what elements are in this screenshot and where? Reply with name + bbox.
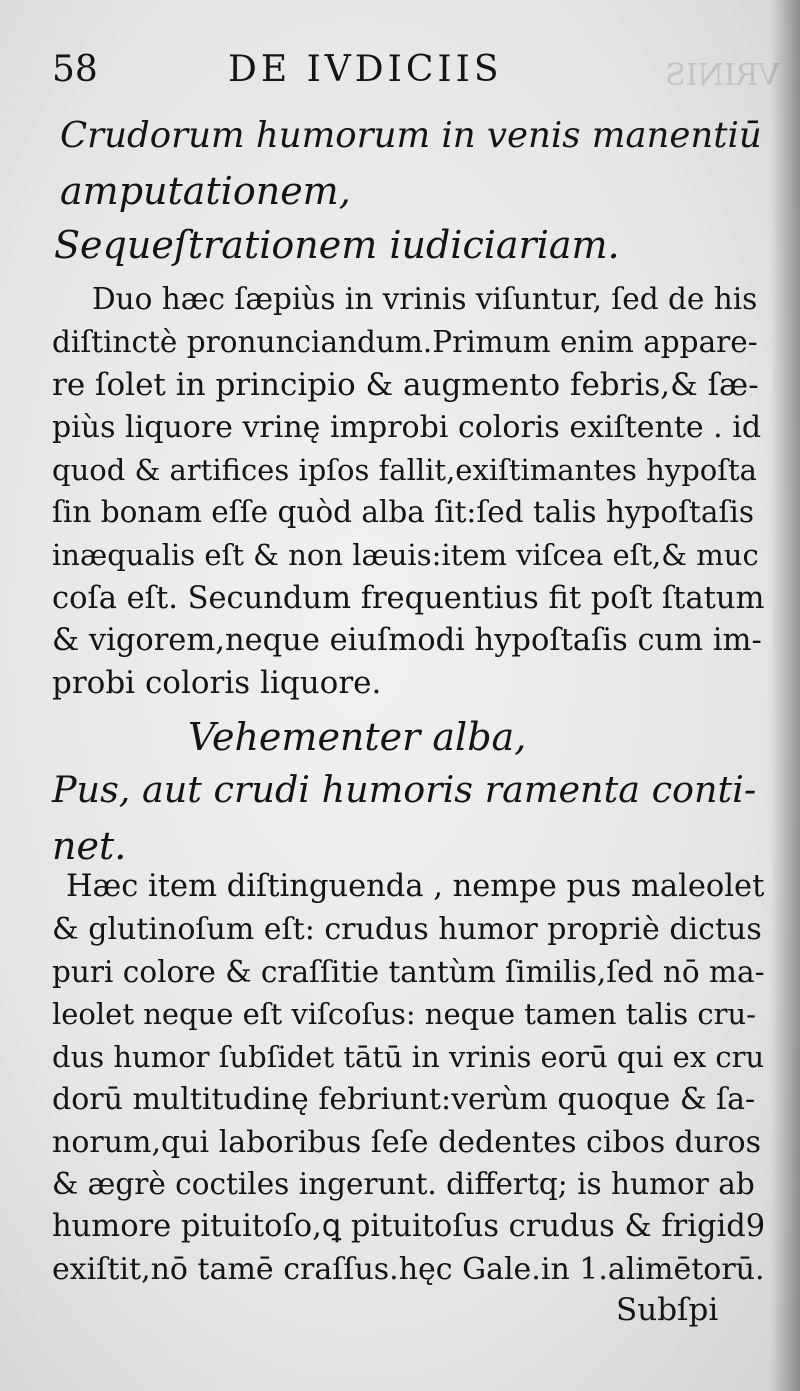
running-title: DE IVDICIIS: [228, 49, 503, 90]
body-text-line: exiſtit,nō tamē craſſus.hęc Gale.in 1.alimētorū.: [52, 1252, 765, 1287]
section-heading-line: Crudorum humorum in venis manentiū: [60, 115, 762, 156]
section-heading-line: Vehementer alba,: [188, 715, 527, 759]
body-text-line: coſa eſt. Secundum frequentius fit poſt ſtatum: [52, 581, 765, 616]
section-heading-line: amputationem,: [60, 169, 351, 213]
body-text-line: & ægrè coctiles ingerunt. differtq; is humor ab: [52, 1167, 755, 1201]
body-text-line: re ſolet in principio & augmento febris,& ſæ-: [52, 367, 759, 403]
page-edge-shadow: [770, 0, 800, 1391]
body-text-line: dus humor ſubſidet tātū in vrinis eorū qui ex cru: [52, 1040, 765, 1074]
body-text-line: inæqualis eſt & non læuis:item viſcea eſt,& muc: [52, 538, 759, 572]
body-text-line: & vigorem,neque eiuſmodi hypoſtaſis cum im-: [52, 623, 762, 658]
section-heading-line: Pus, aut crudi humoris ramenta conti-: [52, 768, 757, 811]
section-heading-line: Sequeſtrationem iudiciariam.: [54, 223, 620, 267]
body-text-line: piùs liquore vrinę improbi coloris exiſtente . id: [52, 410, 762, 445]
page-number: 58: [52, 49, 98, 90]
body-text-line: quod & artifices ipſos fallit,exiſtimantes hypoſta: [52, 453, 757, 487]
body-text-line: puri colore & craſſitie tantùm ſimilis,ſed nō ma-: [52, 955, 765, 989]
body-text-line: leolet neque eſt viſcoſus: neque tamen talis cru-: [52, 997, 756, 1031]
body-text-line: dorū multitudinę febriunt:verùm quoque & ſa-: [52, 1082, 756, 1117]
body-text-line: Hæc item diſtinguenda , nempe pus maleolet: [66, 869, 765, 904]
body-text-line: humore pituitoſo,ꝗ pituitoſus crudus & frigid9: [52, 1209, 766, 1244]
catchword: Subſpi: [616, 1292, 719, 1328]
section-heading-line: net.: [52, 824, 127, 868]
body-text-line: diſtinctè pronunciandum.Primum enim appare-: [52, 325, 758, 359]
body-text-line: norum,qui laboribus ſeſe dedentes cibos duros: [52, 1125, 761, 1160]
body-text-line: probi coloris liquore.: [52, 665, 382, 701]
body-text-line: Duo hæc ſæpiùs in vrinis viſuntur, ſed de his: [92, 282, 758, 316]
body-text-line: & glutinoſum eſt: crudus humor propriè dictus: [52, 912, 762, 947]
svg-text:VRINIS: VRINIS: [665, 58, 780, 93]
body-text-line: ſin bonam eſſe quòd alba ſit:ſed talis hypoſtaſis: [52, 495, 754, 529]
